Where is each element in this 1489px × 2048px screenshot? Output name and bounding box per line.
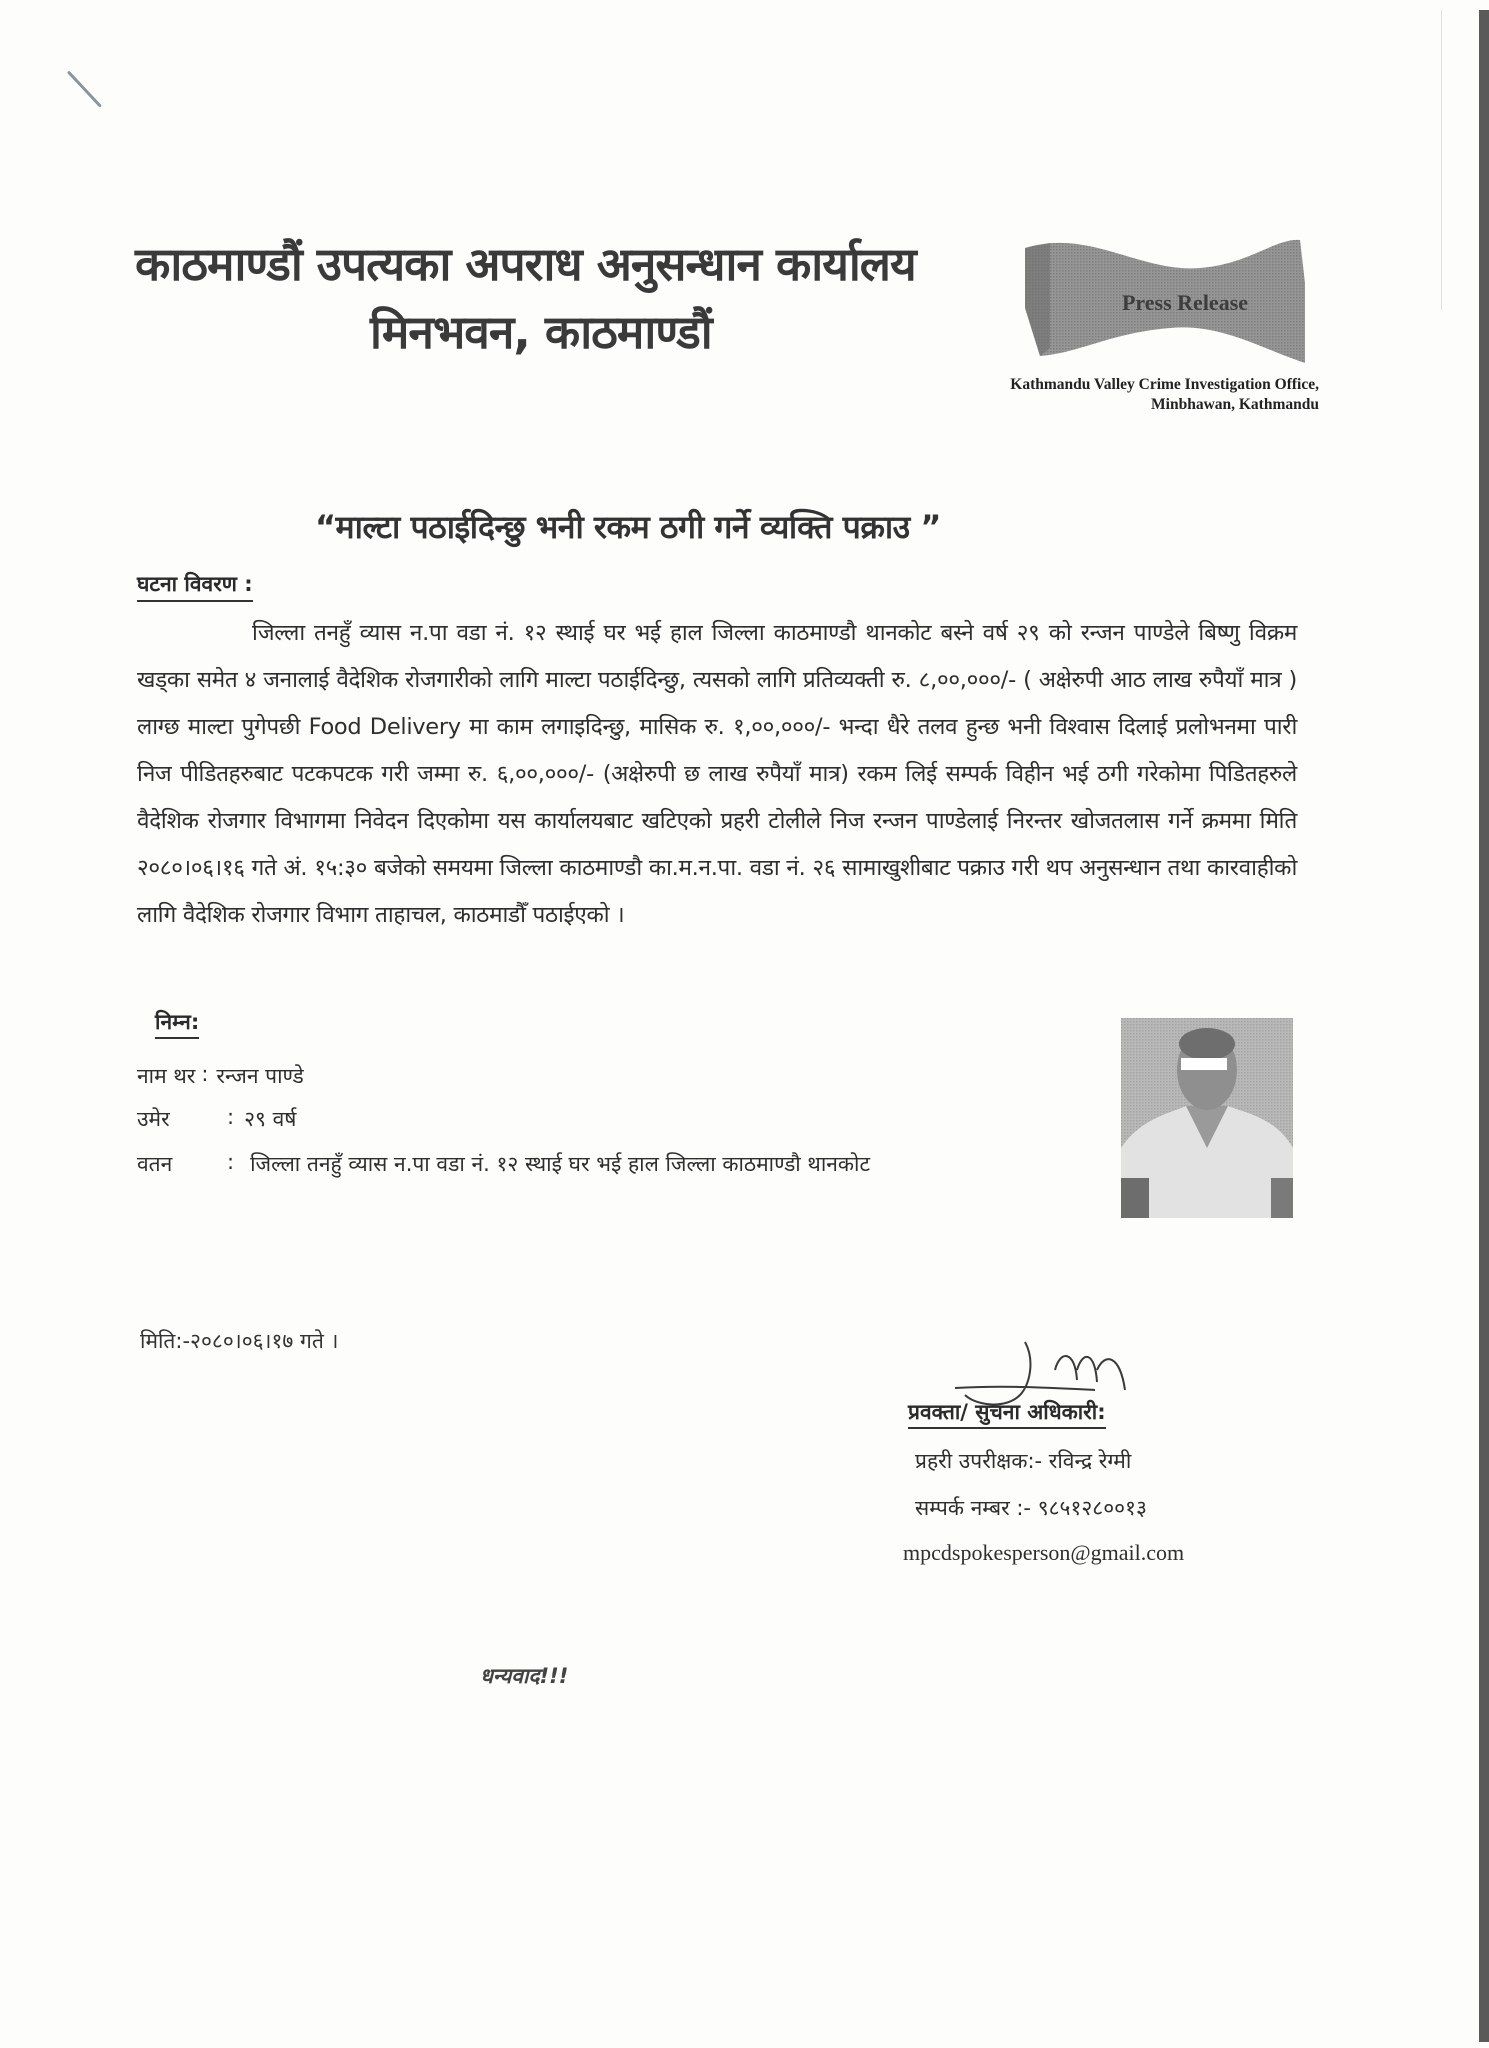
accused-age-row <box>137 1105 296 1133</box>
age-label: उमेर <box>137 1107 170 1131</box>
person-photo-icon <box>1121 1018 1293 1218</box>
office-location-en: Minbhawan, Kathmandu <box>1151 396 1319 413</box>
separator: : <box>227 1150 235 1174</box>
banner-label: Press Release <box>1121 290 1249 315</box>
office-name-english <box>1010 375 1319 415</box>
separator: : <box>201 1062 209 1086</box>
scan-edge-line <box>1441 10 1442 310</box>
accused-label: निम्न: <box>155 1008 199 1039</box>
spokesperson-phone: सम्पर्क नम्बर :- ९८५१२८००१३ <box>915 1496 1147 1520</box>
press-release-banner <box>1020 228 1310 363</box>
scan-edge-strip <box>1479 10 1489 2042</box>
office-name-en: Kathmandu Valley Crime Investigation Office, <box>1010 376 1319 393</box>
issue-date: मिति:-२०८०।०६।१७ गते । <box>140 1329 339 1353</box>
address-label: वतन <box>137 1152 173 1176</box>
incident-label: घटना विवरण : <box>137 570 253 602</box>
spokesperson-email: mpcdspokesperson@gmail.com <box>903 1540 1185 1565</box>
spokesperson-rank-name: प्रहरी उपरीक्षक:- रविन्द्र रेग्मी <box>915 1449 1132 1473</box>
accused-name-row <box>137 1062 304 1090</box>
name-label: नाम थर <box>137 1064 196 1088</box>
closing-thanks: धन्यवाद!!! <box>480 1664 569 1688</box>
age-value: २९ वर्ष <box>244 1107 297 1131</box>
name-value: रन्जन पाण्डे <box>216 1064 304 1088</box>
incident-description: जिल्ला तनहुँ व्यास न.पा वडा नं. १२ स्थाई घर भई हाल जिल्ला काठमाण्डौ थानकोट बस्ने वर्ष २९ को रन्जन पाण्डेले बिष्णु विक्रम खड्का समेत ४ जनालाई वैदेशिक रोजगारीको लागि माल्टा पठाईदिन्छु, त्यसको लागि प्रतिव्यक्ती रु. ८,००,०००/- ( अक्षेरुपी आठ लाख रुपैयाँ मात्र ) लाग्छ माल्टा पुगेपछी Food Delivery मा काम लगाइदिन्छु, मासिक रु. १,००,०००/- भन्दा धैरे तलव हुन्छ भनी विश्वास दिलाई प्रलोभनमा पारी निज पीडितहरुबाट पटकपटक गरी जम्मा रु. ६,००,०००/- (अक्षेरुपी छ लाख रुपैयाँ मात्र) रकम लिई सम्पर्क विहीन भई ठगी गरेकोमा पिडितहरुले वैदेशिक रोजगार विभागमा निवेदन दिएकोमा यस कार्यालयबाट खटिएको प्रहरी टोलीले निज रन्जन पाण्डेलाई निरन्तर खोजतलास गर्ने क्रममा मिति २०८०।०६।१६ गते अं. १५:३० बजेको समयमा जिल्ला काठमाण्डौ का.म.न.पा. वडा नं. २६ सामाखुशीबाट पक्राउ गरी थप अनुसन्धान तथा कारवाहीको लागि वैदेशिक रोजगार विभाग ताहाचल, काठमाडौँ पठाईएको । <box>137 620 1297 928</box>
org-location: मिनभवन, काठमाण्डौं <box>370 305 712 359</box>
separator: : <box>227 1105 235 1129</box>
staple-mark <box>67 70 102 107</box>
spokesperson-title: प्रवक्ता/ सुचना अधिकारी: <box>908 1398 1106 1429</box>
address-value: जिल्ला तनहुँ व्यास न.पा वडा नं. १२ स्थाई घर भई हाल जिल्ला काठमाण्डौ थानकोट <box>250 1152 871 1176</box>
org-title: काठमाण्डौं उपत्यका अपराध अनुसन्धान कार्यालय <box>135 237 916 291</box>
accused-address-row <box>137 1150 870 1178</box>
accused-photo <box>1121 1018 1293 1218</box>
press-headline: “माल्टा पठाईदिन्छु भनी रकम ठगी गर्ने व्यक्ति पक्राउ ” <box>315 508 941 546</box>
